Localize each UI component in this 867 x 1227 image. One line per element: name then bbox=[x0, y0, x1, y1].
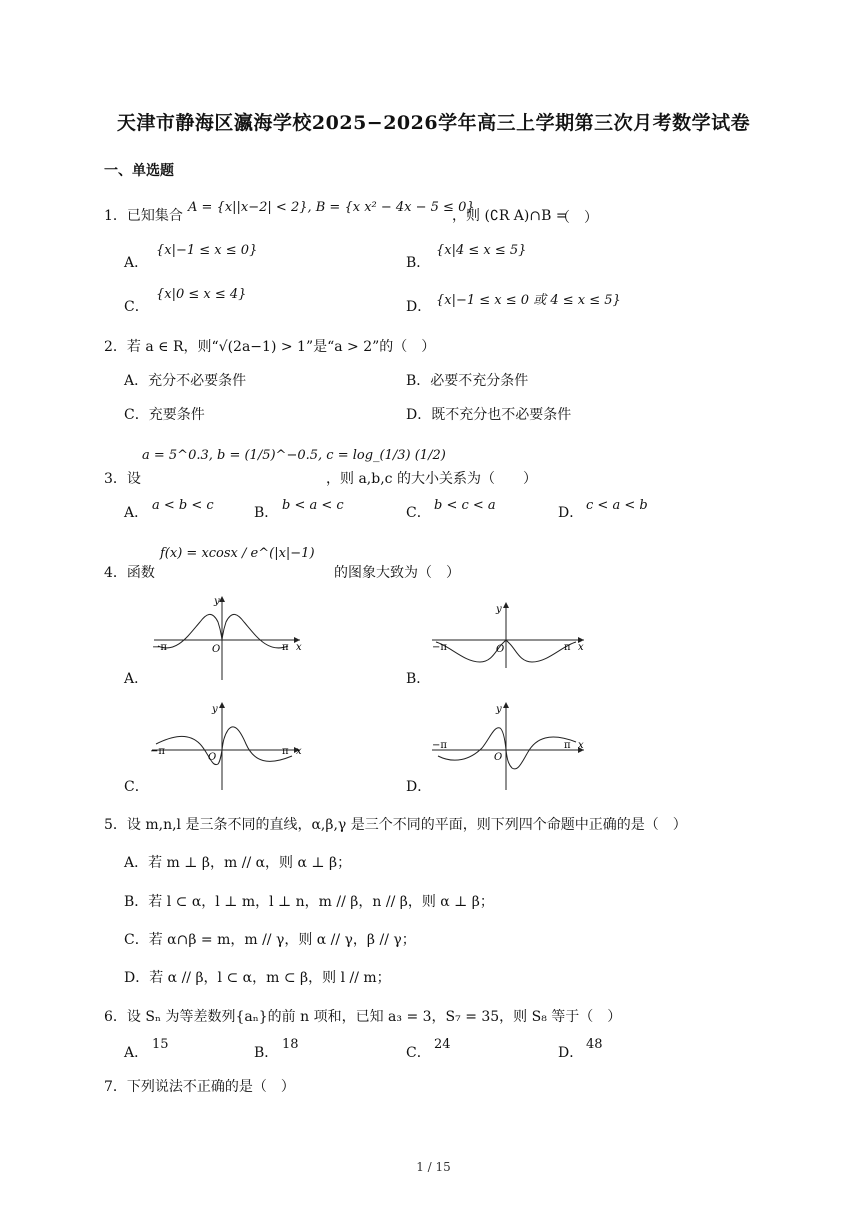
q4-expr: f(x) = xcosx / e^(|x|−1) bbox=[160, 546, 315, 561]
q4-graph-b bbox=[430, 600, 590, 670]
q4-option-a-label: A． bbox=[124, 671, 149, 687]
q2-stem: 2．若 a ∈ R，则“√(2a−1) > 1”是“a > 2”的（ ） bbox=[104, 339, 436, 355]
q1-option-d: {x|−1 ≤ x ≤ 0 或 4 ≤ x ≤ 5} bbox=[436, 293, 621, 308]
q1-option-a-label: A． bbox=[124, 255, 149, 271]
pi-label: π bbox=[282, 642, 289, 653]
q6-option-a: 15 bbox=[152, 1037, 169, 1052]
q5-option-a: A．若 m ⊥ β，m // α，则 α ⊥ β； bbox=[124, 855, 352, 871]
q2-option-d: D．既不充分也不必要条件 bbox=[406, 407, 572, 423]
q3-expr: a = 5^0.3, b = (1/5)^−0.5, c = log_(1/3) (1/2) bbox=[142, 448, 446, 463]
x-axis-label: x bbox=[296, 642, 302, 653]
q6-option-b-label: B． bbox=[254, 1045, 279, 1061]
q5-option-b: B．若 l ⊂ α，l ⊥ m，l ⊥ n，m // β，n // β，则 α ⊥ β； bbox=[124, 894, 494, 910]
origin-label: O bbox=[212, 644, 221, 655]
q1-option-c: {x|0 ≤ x ≤ 4} bbox=[156, 287, 247, 302]
q4-graph-d bbox=[430, 700, 590, 792]
y-axis-label: y bbox=[212, 704, 218, 715]
q6-option-c-label: C． bbox=[406, 1045, 431, 1061]
q3-option-a: a < b < c bbox=[152, 498, 214, 513]
y-axis-label: y bbox=[214, 596, 220, 607]
y-axis-label: y bbox=[496, 704, 502, 715]
q6-option-d: 48 bbox=[586, 1037, 603, 1052]
q5-option-d: D．若 α // β，l ⊂ α，m ⊂ β，则 l // m； bbox=[124, 970, 391, 986]
neg-pi-label: −π bbox=[150, 746, 165, 757]
q3-option-c-label: C． bbox=[406, 505, 431, 521]
q3-ask: ，则 a,b,c 的大小关系为（ ） bbox=[326, 471, 537, 487]
q1-option-a: {x|−1 ≤ x ≤ 0} bbox=[156, 243, 258, 258]
y-axis-label: y bbox=[496, 604, 502, 615]
neg-pi-label: −π bbox=[432, 740, 447, 751]
neg-pi-label: −π bbox=[432, 642, 447, 653]
q4-option-c-label: C． bbox=[124, 779, 149, 795]
q4-graph-a bbox=[148, 592, 308, 682]
q2-option-a: A．充分不必要条件 bbox=[124, 373, 247, 389]
q3-stem: 3．设 bbox=[104, 471, 141, 487]
q2-option-c: C．充要条件 bbox=[124, 407, 205, 423]
q3-option-c: b < c < a bbox=[434, 498, 496, 513]
q1-option-b-label: B． bbox=[406, 255, 431, 271]
page-title: 天津市静海区瀛海学校2025−2026学年高三上学期第三次月考数学试卷 bbox=[116, 112, 751, 134]
q6-stem: 6．设 Sₙ 为等差数列{aₙ}的前 n 项和，已知 a₃ = 3，S₇ = 35，则 S₈ 等于（ ） bbox=[104, 1009, 622, 1025]
q1-sets: A = {x||x−2| < 2}, B = {x x² − 4x − 5 ≤ 0} bbox=[188, 200, 475, 215]
section-heading: 一、单选题 bbox=[104, 163, 174, 179]
q1-stem: 1．已知集合 bbox=[104, 208, 183, 224]
x-axis-label: x bbox=[296, 746, 302, 757]
q2-option-b: B．必要不充分条件 bbox=[406, 373, 529, 389]
q4-option-b-label: B． bbox=[406, 671, 431, 687]
q5-option-c: C．若 α∩β = m，m // γ，则 α // γ，β // γ； bbox=[124, 932, 416, 948]
origin-label: O bbox=[496, 644, 505, 655]
q4-ask: 的图象大致为（ ） bbox=[334, 565, 460, 581]
origin-label: O bbox=[208, 752, 217, 763]
q3-option-b-label: B． bbox=[254, 505, 279, 521]
q1-ask: ，则 (∁R A)∩B = bbox=[452, 208, 568, 224]
neg-pi-label: −π bbox=[152, 642, 167, 653]
q7-stem: 7．下列说法不正确的是（ ） bbox=[104, 1079, 295, 1095]
q5-stem: 5．设 m,n,l 是三条不同的直线，α,β,γ 是三个不同的平面，则下列四个命题中正确的是（ ） bbox=[104, 817, 687, 833]
q4-stem: 4．函数 bbox=[104, 565, 155, 581]
q3-option-d-label: D． bbox=[558, 505, 584, 521]
x-axis-label: x bbox=[578, 740, 584, 751]
q1-option-d-label: D． bbox=[406, 299, 432, 315]
q3-option-a-label: A． bbox=[124, 505, 149, 521]
q6-option-a-label: A． bbox=[124, 1045, 149, 1061]
q4-graph-c bbox=[148, 700, 308, 792]
pi-label: π bbox=[564, 642, 571, 653]
q1-option-c-label: C． bbox=[124, 299, 149, 315]
q3-option-d: c < a < b bbox=[586, 498, 648, 513]
origin-label: O bbox=[494, 752, 503, 763]
pi-label: π bbox=[282, 746, 289, 757]
q6-option-c: 24 bbox=[434, 1037, 451, 1052]
q6-option-d-label: D． bbox=[558, 1045, 584, 1061]
q1-option-b: {x|4 ≤ x ≤ 5} bbox=[436, 243, 527, 258]
q1-paren: （ ） bbox=[556, 210, 598, 226]
q3-option-b: b < a < c bbox=[282, 498, 344, 513]
pi-label: π bbox=[564, 740, 571, 751]
x-axis-label: x bbox=[578, 642, 584, 653]
q6-option-b: 18 bbox=[282, 1037, 299, 1052]
page-number: 1 / 15 bbox=[416, 1160, 451, 1174]
q4-option-d-label: D． bbox=[406, 779, 432, 795]
